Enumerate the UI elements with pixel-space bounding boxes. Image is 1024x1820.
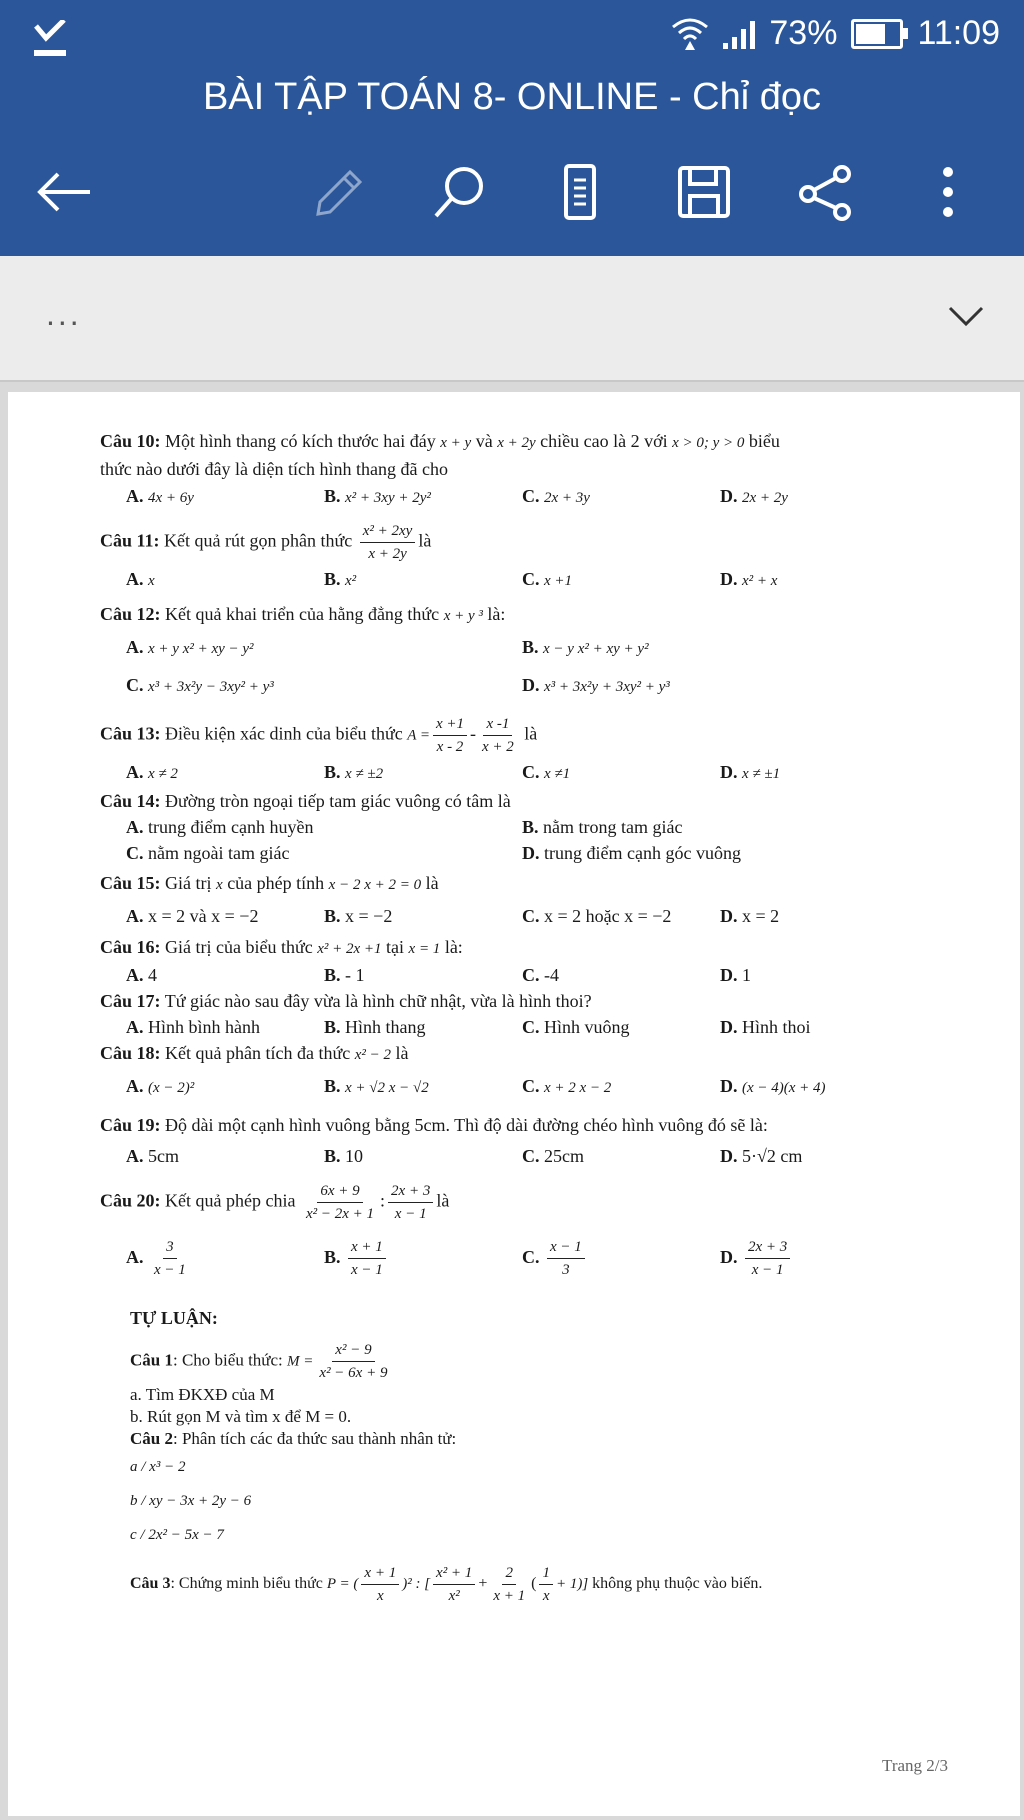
question-19: Câu 19: Độ dài một cạnh hình vuông bằng 5cm. Thì độ dài đường chéo hình vuông đó sẽ là: (100, 1115, 768, 1135)
question-15: Câu 15: Giá trị x của phép tính x − 2 x + 2 = 0 là (100, 873, 439, 893)
q12-options-2: C. x³ + 3x²y − 3xy² + y³ D. x³ + 3x²y + 3xy² + y³ (126, 675, 670, 695)
more-vertical-icon (916, 160, 980, 224)
share-icon (794, 160, 858, 224)
pencil-icon (304, 160, 368, 224)
q13-options: A. x ≠ 2 B. x ≠ ±2 C. x ≠1 D. x ≠ ±1 (126, 762, 781, 782)
search-icon (426, 160, 490, 224)
essay-heading: TỰ LUẬN: (130, 1308, 218, 1328)
essay-q1: Câu 1: Cho biểu thức: M = $\frac{\text{x² − 9}}{\text{x² − 6x + 9}}$ (130, 1339, 946, 1384)
wifi-icon (671, 17, 709, 51)
signal-icon (723, 19, 755, 49)
q16-options: A. 4 B. - 1 C. -4 D. 1 (126, 965, 751, 985)
q14-options-1: A. trung điểm cạnh huyền B. nằm trong tam giác (126, 817, 683, 837)
save-icon (672, 160, 736, 224)
q10-options: A. 4x + 6y B. x² + 3xy + 2y² C. 2x + 3y D. 2x + 2y (126, 486, 788, 506)
save-button[interactable] (672, 160, 736, 224)
essay-q2-b: b / xy − 3x + 2y − 6 (130, 1493, 252, 1509)
essay-section (130, 1305, 946, 1607)
ribbon-collapsed (0, 256, 1024, 382)
essay-q1-b: b. Rút gọn M và tìm x để M = 0. (130, 1407, 352, 1426)
essay-q1-a: a. Tìm ĐKXĐ của M (130, 1385, 275, 1404)
question-11: Câu 11: Kết quả rút gọn phân thức $\frac{\text{x² + 2xy}}{x + 2y}$ là (100, 520, 946, 565)
q17-options: A. Hình bình hành B. Hình thang C. Hình vuông D. Hình thoi (126, 1017, 811, 1037)
document-page (8, 392, 1020, 1816)
essay-q2: Câu 2: Phân tích các đa thức sau thành nhân tử: (130, 1429, 457, 1448)
essay-q2-a: a / x³ − 2 (130, 1459, 186, 1475)
q11-options: A. x B. x² C. x +1 D. x² + x (126, 569, 778, 589)
battery-percent: 73% (769, 14, 838, 52)
question-10-line2: thức nào dưới đây là diện tích hình thang đã cho (100, 459, 448, 479)
mobile-view-icon (548, 160, 612, 224)
essay-q3: Câu 3: Chứng minh biểu thức P = ( $\frac{x + 1}{x}$ )² : [ $\frac{\text{x² + 1}}{\text{x²}}$ + $\frac{2}{x + 1}$ ( $\frac{1}{x}$ + 1)] không phụ thuộc vào biến. (130, 1562, 946, 1607)
q18-options: A. (x − 2)² B. x + √2 x − √2 C. x + 2 x − 2 D. (x − 4)(x + 4) (126, 1076, 826, 1096)
page-number: Trang 2/3 (882, 1756, 948, 1775)
q19-options: A. 5cm B. 10 C. 25cm D. 5·√2 cm (126, 1146, 803, 1166)
back-button[interactable] (32, 160, 96, 224)
clock: 11:09 (917, 14, 1000, 52)
essay-q2-c: c / 2x² − 5x − 7 (130, 1527, 224, 1543)
page-content (100, 428, 946, 1607)
back-arrow-icon (32, 160, 96, 224)
edit-button[interactable] (304, 160, 368, 224)
toolbar (0, 152, 1024, 232)
q15-options: A. x = 2 và x = −2 B. x = −2 C. x = 2 hoặc x = −2 D. x = 2 (126, 906, 780, 926)
download-icon (32, 20, 68, 58)
chevron-down-icon[interactable] (944, 298, 988, 334)
question-18: Câu 18: Kết quả phân tích đa thức x² − 2 là (100, 1043, 409, 1063)
question-16: Câu 16: Giá trị của biểu thức x² + 2x +1 tại x = 1 là: (100, 937, 463, 957)
question-17: Câu 17: Tứ giác nào sau đây vừa là hình chữ nhật, vừa là hình thoi? (100, 991, 592, 1011)
battery-icon (851, 19, 903, 49)
share-button[interactable] (794, 160, 858, 224)
question-14: Câu 14: Đường tròn ngoại tiếp tam giác vuông có tâm là (100, 791, 511, 811)
q14-options-2: C. nằm ngoài tam giác D. trung điểm cạnh góc vuông (126, 843, 741, 863)
document-title: BÀI TẬP TOÁN 8- ONLINE - Chỉ đọc (202, 76, 822, 118)
question-12: Câu 12: Kết quả khai triển của hằng đẳng thức x + y ³ là: (100, 604, 506, 624)
q12-options-1: A. x + y x² + xy − y² B. x − y x² + xy + y² (126, 637, 649, 657)
question-10: Câu 10: Một hình thang có kích thước hai đáy x + y và x + 2y chiều cao là 2 với x > 0; y > 0 biểu (100, 431, 780, 451)
question-13: Câu 13: Điều kiện xác dinh của biểu thức A = $\frac{x +1}{x - 2}$ - $\frac{x -1}{x + 2}$ là (100, 713, 946, 758)
q20-options: A. $\frac{3}{x - 1}$ B. $\frac{x + 1}{x - 1}$ C. $\frac{x - 1}{3}$ D. $\frac{2x + 3}{x - 1}$ (126, 1229, 946, 1285)
more-options-button[interactable] (916, 160, 980, 224)
ribbon-more[interactable]: ... (46, 296, 82, 332)
read-mode-button[interactable] (548, 160, 612, 224)
search-button[interactable] (426, 160, 490, 224)
question-20: Câu 20: Kết quả phép chia $\frac{6x + 9}{\text{x² − 2x + 1}}$ : $\frac{2x + 3}{x - 1}$ là (100, 1180, 946, 1225)
app-bar (0, 0, 1024, 256)
status-bar (0, 0, 1024, 72)
